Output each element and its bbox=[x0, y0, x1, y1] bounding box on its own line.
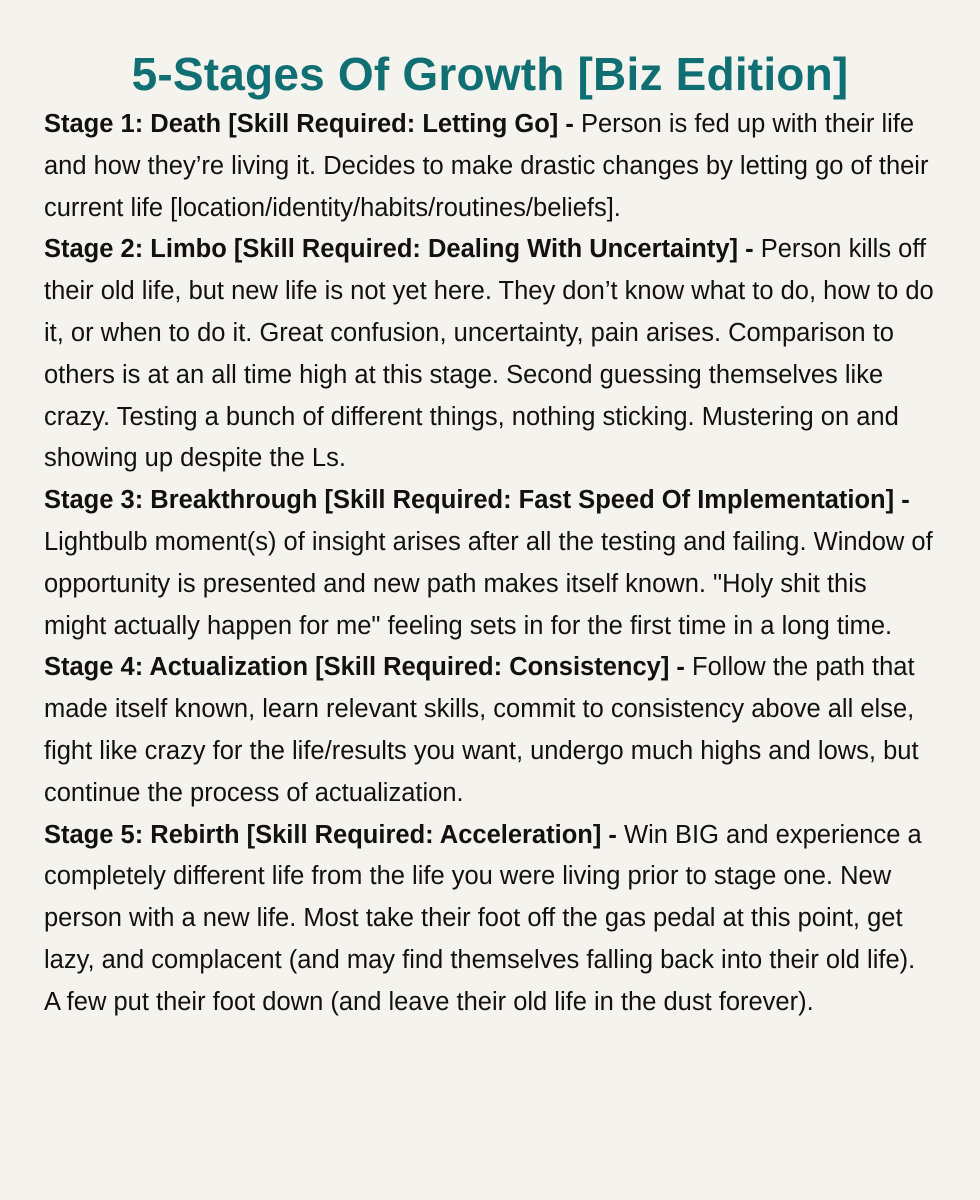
stage-4-paragraph bbox=[44, 647, 936, 814]
stage-4-heading: Stage 4: Actualization [Skill Required: Consistency] - bbox=[44, 653, 685, 682]
stage-list bbox=[44, 104, 936, 1024]
stage-1-paragraph bbox=[44, 104, 936, 229]
stage-5-body: Win BIG and experience a completely different life from the life you were living prior to stage one. New person with a new life. Most take their foot off the gas pedal at this point, get lazy, and complacent (and may find themselves falling back into their old life). A few put their foot down (and leave their old life in the dust forever). bbox=[44, 820, 922, 1016]
stage-5-heading: Stage 5: Rebirth [Skill Required: Acceleration] - bbox=[44, 820, 617, 849]
stage-2-heading: Stage 2: Limbo [Skill Required: Dealing With Uncertainty] - bbox=[44, 235, 754, 264]
stage-3-body: Lightbulb moment(s) of insight arises after all the testing and failing. Window of opportunity is presented and new path makes itself known. "Holy shit this might actually happen for me" feeling sets in for the first time in a long time. bbox=[44, 527, 933, 640]
page-title: 5-Stages Of Growth [Biz Edition] bbox=[131, 48, 849, 100]
stage-2-paragraph bbox=[44, 229, 936, 480]
stage-3-paragraph bbox=[44, 480, 936, 647]
stage-1-heading: Stage 1: Death [Skill Required: Letting Go] - bbox=[44, 110, 574, 138]
stage-5-paragraph bbox=[44, 815, 936, 1024]
stage-4-body: Follow the path that made itself known, learn relevant skills, commit to consistency above all else, fight like crazy for the life/results you want, undergo much highs and lows, but continue the process of actualization. bbox=[44, 653, 919, 807]
stage-1-body: Person is fed up with their life and how they’re living it. Decides to make drastic changes by letting go of their current life [location/identity/habits/routines/beliefs]. bbox=[44, 110, 929, 222]
stage-2-body: Person kills off their old life, but new life is not yet here. They don’t know what to do, how to do it, or when to do it. Great confusion, uncertainty, pain arises. Comparison to others is at an all time high at this stage. Second guessing themselves like crazy. Testing a bunch of different things, nothing sticking. Mustering on and showing up despite the Ls. bbox=[44, 235, 934, 473]
stage-3-heading: Stage 3: Breakthrough [Skill Required: Fast Speed Of Implementation] - bbox=[44, 486, 910, 515]
